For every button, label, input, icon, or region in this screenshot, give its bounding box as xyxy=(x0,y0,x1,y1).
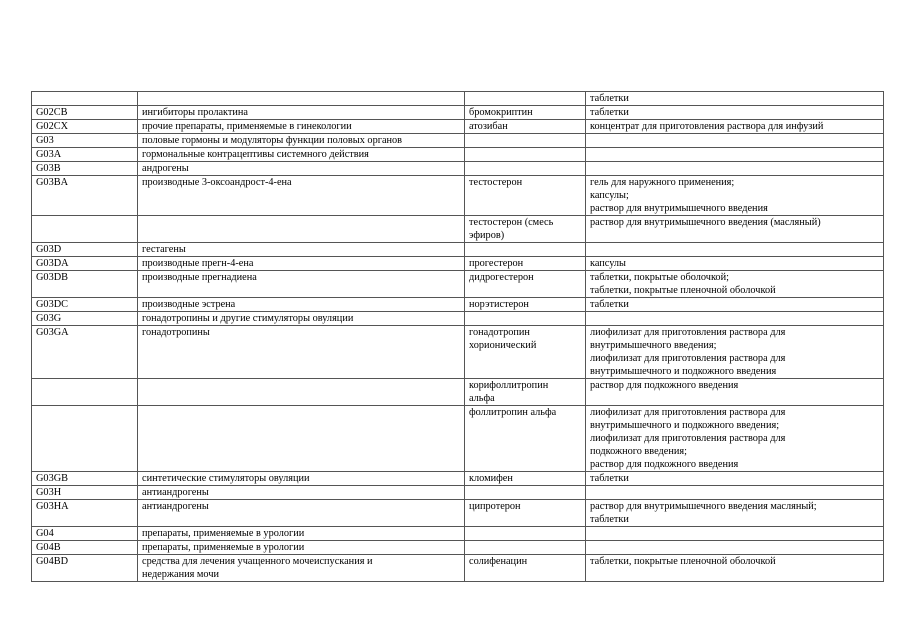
drug-name-cell-line: тестостерон xyxy=(469,177,523,188)
drug-name-cell xyxy=(465,162,586,176)
table-row xyxy=(32,500,884,527)
dosage-form-cell-line: внутримышечного и подкожного введения xyxy=(590,366,777,377)
atc-code-cell-line: G03A xyxy=(36,149,62,160)
atc-code-cell-line: G03DC xyxy=(36,299,69,310)
table-row xyxy=(32,257,884,271)
drug-name-cell xyxy=(465,92,586,106)
group-name-cell xyxy=(138,243,465,257)
dosage-form-cell xyxy=(586,312,884,326)
table-row xyxy=(32,271,884,298)
atc-code-cell xyxy=(32,379,138,406)
group-name-cell-line: ингибиторы пролактина xyxy=(142,107,248,118)
group-name-cell xyxy=(138,527,465,541)
dosage-form-cell xyxy=(586,92,884,106)
atc-code-cell xyxy=(32,527,138,541)
group-name-cell xyxy=(138,406,465,472)
group-name-cell-line: гестагены xyxy=(142,244,186,255)
dosage-form-cell-line: таблетки, покрытые пленочной оболочкой xyxy=(590,285,776,296)
group-name-cell-line: синтетические стимуляторы овуляции xyxy=(142,473,310,484)
table-row xyxy=(32,379,884,406)
group-name-cell xyxy=(138,326,465,379)
drug-name-cell-line: дидрогестерон xyxy=(469,272,534,283)
dosage-form-cell xyxy=(586,500,884,527)
atc-code-cell xyxy=(32,216,138,243)
atc-code-cell-line: G03DB xyxy=(36,272,69,283)
drug-name-cell xyxy=(465,216,586,243)
drug-name-cell xyxy=(465,312,586,326)
atc-code-cell xyxy=(32,176,138,216)
group-name-cell-line: прочие препараты, применяемые в гинекологии xyxy=(142,121,352,132)
atc-code-cell xyxy=(32,243,138,257)
group-name-cell xyxy=(138,216,465,243)
group-name-cell xyxy=(138,379,465,406)
drug-name-cell-line: солифенацин xyxy=(469,556,528,567)
dosage-form-cell xyxy=(586,472,884,486)
group-name-cell-line: половые гормоны и модуляторы функции половых органов xyxy=(142,135,403,146)
drug-name-cell xyxy=(465,243,586,257)
atc-code-cell xyxy=(32,271,138,298)
dosage-form-cell-line: внутримышечного введения; xyxy=(590,340,717,351)
dosage-form-cell xyxy=(586,257,884,271)
atc-code-cell-line: G03GA xyxy=(36,327,69,338)
dosage-form-cell xyxy=(586,298,884,312)
group-name-cell-line: препараты, применяемые в урологии xyxy=(142,542,305,553)
atc-code-cell-line: G03H xyxy=(36,487,62,498)
table-row xyxy=(32,326,884,379)
dosage-form-cell-line: раствор для подкожного введения xyxy=(590,459,739,470)
table-row xyxy=(32,472,884,486)
group-name-cell-line: андрогены xyxy=(142,163,189,174)
group-name-cell xyxy=(138,134,465,148)
table-row xyxy=(32,176,884,216)
group-name-cell-line: антиандрогены xyxy=(142,487,209,498)
atc-code-cell xyxy=(32,257,138,271)
dosage-form-cell-line: раствор для внутримышечного введения масляный; xyxy=(590,501,817,512)
group-name-cell-line: производные эстрена xyxy=(142,299,236,310)
drug-name-cell xyxy=(465,486,586,500)
atc-code-cell-line: G04 xyxy=(36,528,54,539)
drug-classification-table xyxy=(31,91,884,582)
dosage-form-cell xyxy=(586,555,884,582)
group-name-cell-line: гонадотропины и другие стимуляторы овуляции xyxy=(142,313,354,324)
drug-name-cell-line: фоллитропин альфа xyxy=(469,407,557,418)
dosage-form-cell xyxy=(586,148,884,162)
atc-code-cell-line: G03B xyxy=(36,163,61,174)
atc-code-cell-line: G04BD xyxy=(36,556,69,567)
drug-name-cell-line: атозибан xyxy=(469,121,508,132)
group-name-cell xyxy=(138,312,465,326)
atc-code-cell-line: G03G xyxy=(36,313,62,324)
table-row xyxy=(32,312,884,326)
group-name-cell xyxy=(138,271,465,298)
group-name-cell-line: антиандрогены xyxy=(142,501,209,512)
dosage-form-cell-line: капсулы; xyxy=(590,190,629,201)
dosage-form-cell xyxy=(586,527,884,541)
dosage-form-cell-line: таблетки xyxy=(590,107,629,118)
dosage-form-cell-line: капсулы xyxy=(590,258,626,269)
drug-name-cell-line: эфиров) xyxy=(469,230,505,241)
table-row xyxy=(32,92,884,106)
atc-code-cell xyxy=(32,134,138,148)
atc-code-cell xyxy=(32,326,138,379)
dosage-form-cell xyxy=(586,486,884,500)
drug-name-cell xyxy=(465,176,586,216)
atc-code-cell-line: G03DA xyxy=(36,258,69,269)
atc-code-cell-line: G03BA xyxy=(36,177,69,188)
dosage-form-cell xyxy=(586,379,884,406)
drug-name-cell xyxy=(465,500,586,527)
group-name-cell xyxy=(138,106,465,120)
drug-name-cell xyxy=(465,271,586,298)
dosage-form-cell-line: таблетки, покрытые пленочной оболочкой xyxy=(590,556,776,567)
atc-code-cell xyxy=(32,106,138,120)
table-row xyxy=(32,486,884,500)
dosage-form-cell xyxy=(586,541,884,555)
group-name-cell-line: гонадотропины xyxy=(142,327,210,338)
atc-code-cell xyxy=(32,555,138,582)
dosage-form-cell-line: лиофилизат для приготовления раствора для xyxy=(590,407,786,418)
dosage-form-cell-line: внутримышечного и подкожного введения; xyxy=(590,420,780,431)
drug-name-cell-line: бромокриптин xyxy=(469,107,533,118)
dosage-form-cell xyxy=(586,134,884,148)
table-row xyxy=(32,106,884,120)
drug-name-cell-line: прогестерон xyxy=(469,258,524,269)
dosage-form-cell xyxy=(586,243,884,257)
dosage-form-cell-line: концентрат для приготовления раствора для инфузий xyxy=(590,121,824,132)
drug-name-cell xyxy=(465,541,586,555)
drug-name-cell-line: альфа xyxy=(469,393,495,404)
drug-name-cell-line: гонадотропин xyxy=(469,327,530,338)
group-name-cell-line: гормональные контрацептивы системного действия xyxy=(142,149,369,160)
group-name-cell-line: производные 3-оксоандрост-4-ена xyxy=(142,177,292,188)
drug-name-cell xyxy=(465,257,586,271)
atc-code-cell xyxy=(32,92,138,106)
drug-name-cell xyxy=(465,472,586,486)
group-name-cell xyxy=(138,176,465,216)
dosage-form-cell xyxy=(586,176,884,216)
drug-name-cell-line: ципротерон xyxy=(469,501,521,512)
table-row xyxy=(32,134,884,148)
drug-name-cell xyxy=(465,106,586,120)
table-row xyxy=(32,148,884,162)
dosage-form-cell-line: гель для наружного применения; xyxy=(590,177,735,188)
drug-name-cell-line: норэтистерон xyxy=(469,299,529,310)
atc-code-cell xyxy=(32,541,138,555)
group-name-cell xyxy=(138,257,465,271)
atc-code-cell-line: G02CB xyxy=(36,107,68,118)
atc-code-cell xyxy=(32,148,138,162)
group-name-cell xyxy=(138,92,465,106)
dosage-form-cell xyxy=(586,271,884,298)
table-row xyxy=(32,406,884,472)
table-row xyxy=(32,541,884,555)
group-name-cell-line: препараты, применяемые в урологии xyxy=(142,528,305,539)
table-row xyxy=(32,298,884,312)
drug-name-cell xyxy=(465,148,586,162)
group-name-cell xyxy=(138,120,465,134)
atc-code-cell xyxy=(32,312,138,326)
drug-name-cell xyxy=(465,134,586,148)
drug-name-cell xyxy=(465,527,586,541)
group-name-cell-line: производные прегн-4-ена xyxy=(142,258,254,269)
atc-code-cell xyxy=(32,298,138,312)
group-name-cell xyxy=(138,472,465,486)
group-name-cell xyxy=(138,500,465,527)
dosage-form-cell-line: раствор для внутримышечного введения xyxy=(590,203,768,214)
group-name-cell xyxy=(138,148,465,162)
dosage-form-cell-line: лиофилизат для приготовления раствора для xyxy=(590,433,786,444)
drug-name-cell-line: хорионический xyxy=(469,340,537,351)
dosage-form-cell xyxy=(586,326,884,379)
group-name-cell xyxy=(138,162,465,176)
drug-name-cell xyxy=(465,326,586,379)
table-body xyxy=(32,92,884,582)
atc-code-cell-line: G03HA xyxy=(36,501,69,512)
table-row xyxy=(32,216,884,243)
group-name-cell xyxy=(138,486,465,500)
group-name-cell-line: недержания мочи xyxy=(142,569,220,580)
atc-code-cell-line: G03 xyxy=(36,135,54,146)
drug-name-cell-line: корифоллитропин xyxy=(469,380,549,391)
dosage-form-cell-line: таблетки xyxy=(590,93,629,104)
table-row xyxy=(32,527,884,541)
dosage-form-cell xyxy=(586,162,884,176)
table-row xyxy=(32,162,884,176)
atc-code-cell-line: G02CX xyxy=(36,121,69,132)
dosage-form-cell-line: раствор для подкожного введения xyxy=(590,380,739,391)
drug-name-cell xyxy=(465,379,586,406)
dosage-form-cell-line: подкожного введения; xyxy=(590,446,687,457)
dosage-form-cell-line: лиофилизат для приготовления раствора для xyxy=(590,353,786,364)
group-name-cell xyxy=(138,555,465,582)
atc-code-cell xyxy=(32,486,138,500)
atc-code-cell xyxy=(32,120,138,134)
table-row xyxy=(32,120,884,134)
group-name-cell xyxy=(138,298,465,312)
atc-code-cell xyxy=(32,500,138,527)
dosage-form-cell-line: раствор для внутримышечного введения (масляный) xyxy=(590,217,821,228)
drug-name-cell xyxy=(465,555,586,582)
drug-name-cell xyxy=(465,120,586,134)
dosage-form-cell xyxy=(586,216,884,243)
dosage-form-cell-line: таблетки, покрытые оболочкой; xyxy=(590,272,729,283)
dosage-form-cell-line: лиофилизат для приготовления раствора для xyxy=(590,327,786,338)
drug-name-cell xyxy=(465,406,586,472)
group-name-cell xyxy=(138,541,465,555)
atc-code-cell-line: G03D xyxy=(36,244,62,255)
drug-name-cell xyxy=(465,298,586,312)
atc-code-cell xyxy=(32,406,138,472)
dosage-form-cell-line: таблетки xyxy=(590,473,629,484)
atc-code-cell-line: G03GB xyxy=(36,473,69,484)
table-row xyxy=(32,555,884,582)
drug-name-cell-line: кломифен xyxy=(469,473,513,484)
atc-code-cell xyxy=(32,472,138,486)
drug-name-cell-line: тестостерон (смесь xyxy=(469,217,554,228)
group-name-cell-line: производные прегнадиена xyxy=(142,272,257,283)
dosage-form-cell-line: таблетки xyxy=(590,299,629,310)
dosage-form-cell-line: таблетки xyxy=(590,514,629,525)
atc-code-cell-line: G04B xyxy=(36,542,61,553)
dosage-form-cell xyxy=(586,406,884,472)
table-row xyxy=(32,243,884,257)
dosage-form-cell xyxy=(586,120,884,134)
dosage-form-cell xyxy=(586,106,884,120)
atc-code-cell xyxy=(32,162,138,176)
group-name-cell-line: средства для лечения учащенного мочеиспускания и xyxy=(142,556,373,567)
